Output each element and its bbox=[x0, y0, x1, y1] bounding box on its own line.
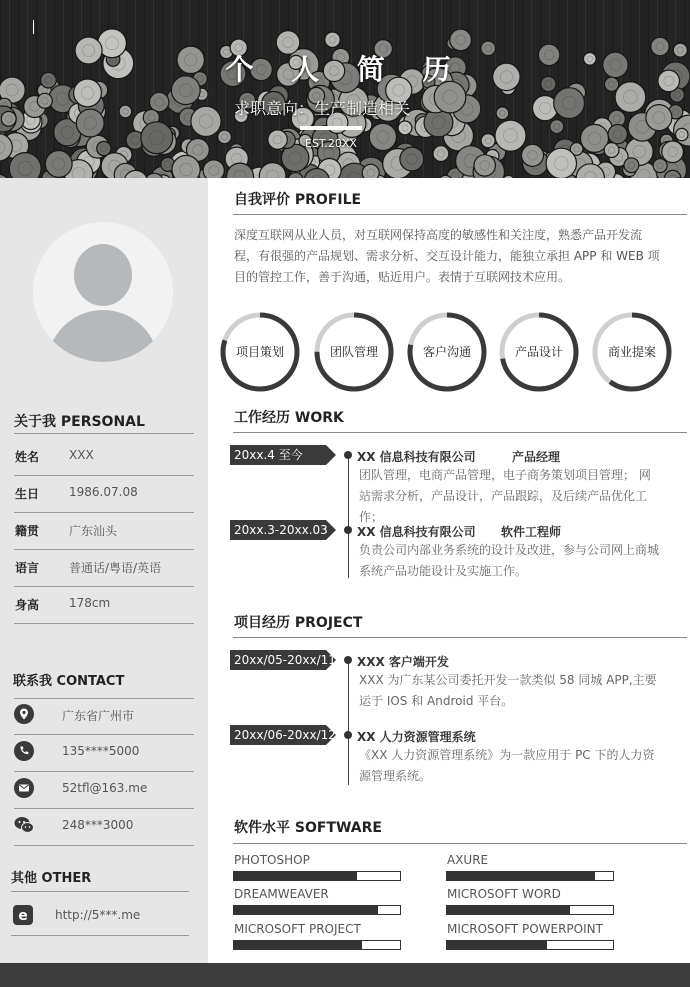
software-name: AXURE bbox=[447, 853, 489, 867]
project-period-tag bbox=[230, 725, 336, 745]
work-period: 20xx.3-20xx.03 bbox=[234, 523, 328, 537]
work-desc: 团队管理，电商产品管理，电子商务策划项目管理； 网站需求分析，产品设计，产品跟踪，及后续产品优化工作； bbox=[359, 468, 651, 524]
personal-heading: 关于我 PERSONAL bbox=[14, 414, 145, 430]
phone-icon bbox=[14, 741, 34, 761]
personal-row-height bbox=[14, 587, 194, 624]
header-banner bbox=[0, 0, 690, 178]
personal-key: 籍贯 bbox=[15, 524, 40, 538]
personal-key: 姓名 bbox=[15, 450, 40, 464]
text-cursor bbox=[33, 20, 34, 34]
skill-ring bbox=[219, 311, 301, 393]
personal-key: 生日 bbox=[15, 487, 40, 501]
wechat-icon bbox=[14, 815, 34, 835]
software-bar bbox=[446, 940, 614, 950]
software-heading: 软件水平 SOFTWARE bbox=[234, 820, 382, 836]
skill-ring bbox=[313, 311, 395, 393]
software-bar bbox=[233, 871, 401, 881]
software-name: MICROSOFT WORD bbox=[447, 887, 561, 901]
footer-bar bbox=[0, 963, 690, 987]
personal-key: 语言 bbox=[15, 561, 40, 575]
project-name: XXX 客户端开发 bbox=[357, 655, 449, 669]
personal-value: XXX bbox=[69, 448, 94, 462]
project-name: XX 人力资源管理系统 bbox=[357, 730, 476, 744]
software-bar-fill bbox=[447, 872, 595, 880]
title-underline bbox=[300, 126, 362, 130]
timeline-dot bbox=[344, 526, 352, 534]
software-name: MICROSOFT PROJECT bbox=[234, 922, 361, 936]
job-intent: 求职意向：生产制造相关 bbox=[234, 99, 411, 118]
timeline-dot bbox=[344, 656, 352, 664]
software-divider bbox=[233, 843, 687, 844]
contact-value: 广东省广州市 bbox=[62, 709, 135, 723]
skill-ring-label: 客户沟通 bbox=[422, 345, 471, 359]
software-name: MICROSOFT POWERPOINT bbox=[447, 922, 603, 936]
profile-divider bbox=[233, 214, 687, 215]
contact-value: 135****5000 bbox=[62, 744, 140, 758]
project-timeline bbox=[348, 659, 349, 785]
svg-text:e: e bbox=[18, 908, 28, 924]
other-value: http://5***.me bbox=[55, 908, 141, 922]
avatar-head bbox=[74, 244, 132, 306]
timeline-dot bbox=[344, 731, 352, 739]
other-divider bbox=[11, 891, 189, 892]
project-heading: 项目经历 PROJECT bbox=[234, 615, 363, 631]
software-name: DREAMWEAVER bbox=[234, 887, 329, 901]
software-bar-fill bbox=[447, 906, 570, 914]
software-bar bbox=[233, 940, 401, 950]
personal-divider bbox=[14, 433, 194, 434]
software-bar-fill bbox=[447, 941, 547, 949]
contact-row-location bbox=[14, 698, 194, 735]
personal-key: 身高 bbox=[15, 598, 40, 612]
timeline-dot bbox=[344, 451, 352, 459]
work-period: 20xx.4 至今 bbox=[234, 448, 303, 462]
other-heading: 其他 OTHER bbox=[11, 871, 92, 886]
personal-value: 1986.07.08 bbox=[69, 485, 138, 499]
skill-ring bbox=[498, 311, 580, 393]
work-desc: 负责公司内部业务系统的设计及改进，参与公司网上商城系统产品功能设计及实施工作。 bbox=[359, 543, 660, 578]
skill-ring-label: 团队管理 bbox=[329, 345, 378, 359]
profile-heading: 自我评价 PROFILE bbox=[234, 192, 362, 208]
other-row-website bbox=[11, 899, 189, 936]
skill-ring-label: 项目策划 bbox=[235, 345, 284, 359]
work-company: XX 信息科技有限公司 bbox=[357, 525, 476, 539]
personal-row-language bbox=[14, 550, 194, 587]
software-bar-fill bbox=[234, 941, 362, 949]
work-divider bbox=[233, 432, 687, 433]
personal-row-birthday bbox=[14, 476, 194, 513]
project-desc: 《XX 人力资源管理系统》为一款应用于 PC 下的人力资源管理系统。 bbox=[359, 748, 655, 783]
work-role: 产品经理 bbox=[512, 450, 561, 464]
project-period: 20xx/05-20xx/11 bbox=[234, 653, 336, 667]
personal-value: 178cm bbox=[69, 596, 111, 610]
work-timeline bbox=[348, 454, 349, 578]
est-label: EST.20XX bbox=[305, 137, 357, 150]
mail-icon bbox=[14, 778, 34, 798]
project-desc: XXX 为广东某公司委托开发一款类似 58 同城 APP,主要运于 IOS 和 Android 平台。 bbox=[359, 673, 657, 708]
work-heading: 工作经历 WORK bbox=[234, 410, 344, 426]
project-divider bbox=[233, 637, 687, 638]
software-bar bbox=[233, 905, 401, 915]
contact-value: 248***3000 bbox=[62, 818, 134, 832]
skill-ring bbox=[591, 311, 673, 393]
skill-ring-label: 商业提案 bbox=[607, 345, 656, 359]
software-bar-fill bbox=[234, 872, 357, 880]
skill-ring-label: 产品设计 bbox=[514, 345, 563, 359]
software-name: PHOTOSHOP bbox=[234, 853, 310, 867]
sidebar bbox=[0, 178, 208, 963]
contact-row-wechat bbox=[14, 809, 194, 846]
browser-icon bbox=[13, 905, 33, 925]
page-title: 个 人 简 历 bbox=[225, 53, 465, 86]
work-period-tag bbox=[230, 445, 336, 465]
location-icon bbox=[14, 704, 34, 724]
log-pile-background bbox=[0, 0, 690, 178]
profile-text: 深度互联网从业人员，对互联网保持高度的敏感性和关注度，熟悉产品开发流程，有很强的产品规划、需求分析、交互设计能力，能独立承担 APP 和 WEB 项目的管控工作，善于沟通，贴近用户。表情于互联网技术应用。 bbox=[234, 228, 660, 284]
personal-value: 普通话/粤语/英语 bbox=[69, 561, 162, 575]
avatar bbox=[33, 222, 173, 362]
software-bar bbox=[446, 905, 614, 915]
software-bar bbox=[446, 871, 614, 881]
personal-value: 广东汕头 bbox=[69, 524, 118, 538]
project-period: 20xx/06-20xx/12 bbox=[234, 728, 336, 742]
contact-heading: 联系我 CONTACT bbox=[13, 674, 125, 689]
personal-row-name bbox=[14, 439, 194, 476]
contact-row-mail bbox=[14, 772, 194, 809]
contact-value: 52tfl@163.me bbox=[62, 781, 148, 795]
work-role: 软件工程师 bbox=[501, 525, 562, 539]
avatar-body bbox=[47, 310, 159, 362]
skill-ring bbox=[406, 311, 488, 393]
work-company: XX 信息科技有限公司 bbox=[357, 450, 476, 464]
software-bar-fill bbox=[234, 906, 378, 914]
personal-row-origin bbox=[14, 513, 194, 550]
contact-row-phone bbox=[14, 735, 194, 772]
work-period-tag bbox=[230, 520, 336, 540]
project-period-tag bbox=[230, 650, 336, 670]
